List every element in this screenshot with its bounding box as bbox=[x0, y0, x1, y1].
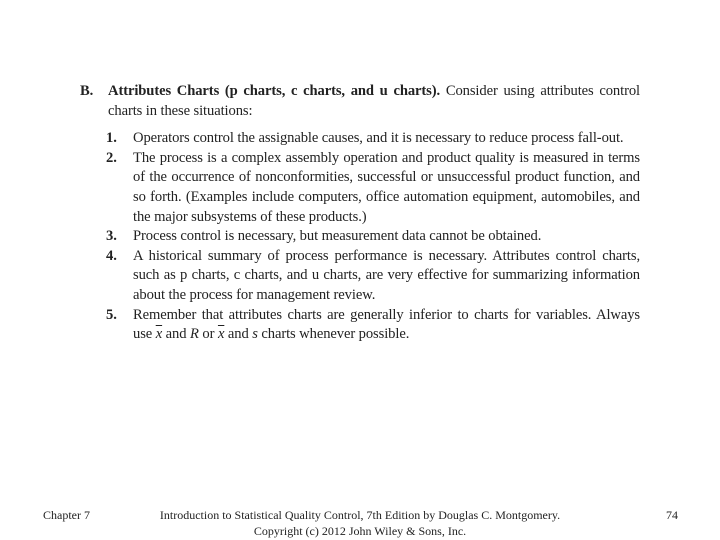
item5-text-d: and bbox=[227, 326, 249, 343]
footer-citation-line2: Copyright (c) 2012 John Wiley & Sons, Inc. bbox=[253, 524, 467, 538]
list-item bbox=[106, 129, 640, 149]
item5-text-c: or bbox=[202, 326, 215, 343]
list-item-number: 2. bbox=[106, 149, 117, 166]
section-heading-rest: Consider using attributes control charts in these situations: bbox=[108, 83, 640, 119]
x-bar-symbol: $\overline{x}$ bbox=[155, 326, 163, 343]
list-item-text bbox=[133, 306, 640, 345]
list-item-number: 3. bbox=[106, 228, 117, 245]
footer-chapter: Chapter 7 bbox=[43, 508, 90, 522]
item5-text-e: charts whenever possible. bbox=[261, 326, 410, 343]
list-item-text: A historical summary of process performance is necessary. Attributes control charts, such as p charts, c charts, and u charts, are very effective for summarizing information about the process for management review. bbox=[133, 247, 640, 303]
footer-citation-line1: Introduction to Statistical Quality Control, 7th Edition by Douglas C. Montgomery. bbox=[159, 508, 561, 522]
item5-text-a: Remember that attributes charts are generally inferior to charts for variables. Always use bbox=[133, 306, 640, 343]
item5-text-b: and bbox=[165, 326, 187, 343]
list-item bbox=[106, 306, 640, 345]
s-symbol: s bbox=[252, 326, 258, 343]
r-symbol: R bbox=[190, 326, 199, 343]
situation-list bbox=[80, 129, 640, 345]
list-item-number: 1. bbox=[106, 130, 117, 147]
section-heading bbox=[80, 82, 640, 121]
x-bar-symbol-2: $\overline{x}$ bbox=[217, 326, 225, 343]
section-heading-text bbox=[108, 82, 640, 121]
list-item-number: 4. bbox=[106, 247, 117, 264]
section-heading-bold: Attributes Charts (p charts, c charts, and u charts). bbox=[108, 83, 441, 99]
section-letter: B. bbox=[80, 83, 94, 99]
list-item-text: Operators control the assignable causes, and it is necessary to reduce process fall-out. bbox=[133, 130, 624, 147]
list-item-text: Process control is necessary, but measurement data cannot be obtained. bbox=[133, 228, 542, 245]
list-item-number: 5. bbox=[106, 306, 117, 323]
list-item bbox=[106, 247, 640, 306]
footer-page-number: 74 bbox=[666, 508, 678, 522]
list-item bbox=[106, 149, 640, 227]
list-item bbox=[106, 227, 640, 247]
footer-citation bbox=[150, 507, 570, 539]
slide-content bbox=[80, 82, 640, 345]
list-item-text: The process is a complex assembly operation and product quality is measured in terms of the occurrence of nonconformities, successful or unsuccessful product function, and so forth. (Examples include computers, office automation equipment, automobiles, and the major subsystems of these products.) bbox=[133, 149, 640, 225]
